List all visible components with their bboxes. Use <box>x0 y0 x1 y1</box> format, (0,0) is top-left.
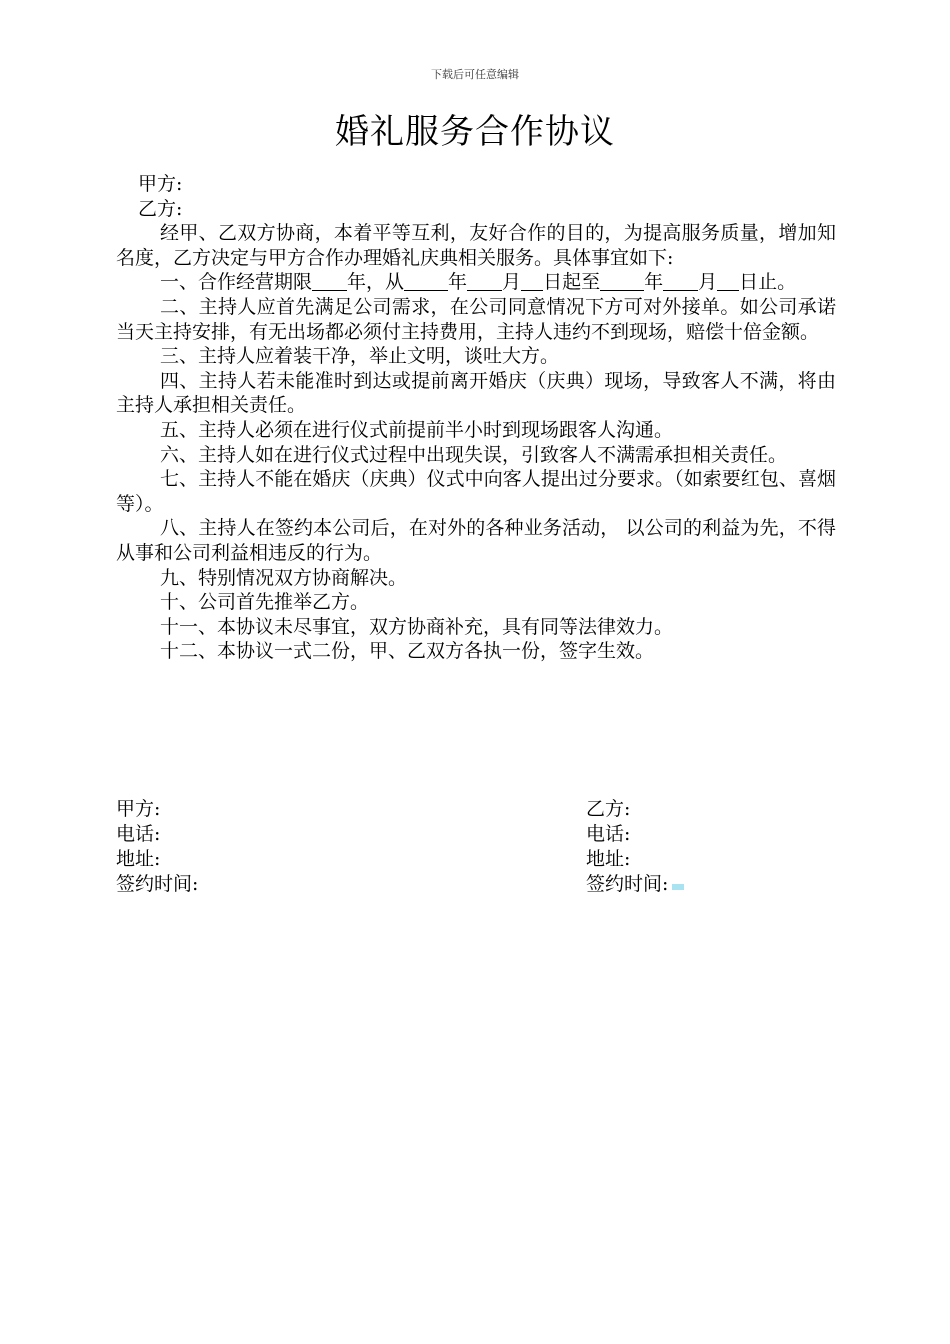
clause-9: 九、特别情况双方协商解决。 <box>160 566 408 589</box>
clause-1-year-unit: 年，从 <box>347 271 405 294</box>
end-day-blank <box>717 271 739 291</box>
clause-1-end-month: 月 <box>698 271 718 294</box>
signature-block-party-b <box>586 797 684 897</box>
sig-b-date: 签约时间: <box>586 873 669 895</box>
header-note: 下载后可任意编辑 <box>431 68 519 81</box>
clause-1 <box>116 270 836 295</box>
clause-7: 七、主持人不能在婚庆（庆典）仪式中向客人提出过分要求。（如索要红包、喜烟等）。 <box>116 468 836 515</box>
clause-2: 二、主持人应首先满足公司需求，在公司同意情况下方可对外接单。如公司承诺当天主持安排，有无出场都必须付主持费用，主持人违约不到现场，赔偿十倍金额。 <box>116 295 836 343</box>
clause-5: 五、主持人必须在进行仪式前提前半小时到现场跟客人沟通。 <box>160 418 674 441</box>
sig-a-phone: 电话: <box>116 823 161 845</box>
clause-11: 十一、本协议未尽事宜，双方协商补充，具有同等法律效力。 <box>160 615 674 638</box>
end-month-blank <box>663 271 698 291</box>
clause-1-prefix: 一、合作经营期限 <box>160 271 313 294</box>
start-day-blank <box>521 271 543 291</box>
term-years-blank <box>312 271 347 291</box>
sig-a-party: 甲方: <box>116 798 161 820</box>
document-body <box>116 172 836 664</box>
clause-1-year: 年 <box>448 271 468 294</box>
clause-1-day-end: 日止。 <box>739 271 797 294</box>
start-year-blank <box>404 271 448 291</box>
clause-1-end-year: 年 <box>644 271 664 294</box>
signature-block-party-a <box>116 797 198 897</box>
intro-paragraph: 经甲、乙双方协商，本着平等互利，友好合作的目的，为提高服务质量，增加知名度，乙方决定与甲方合作办理婚礼庆典相关服务。具体事宜如下: <box>116 222 836 269</box>
sig-b-party: 乙方: <box>586 798 631 820</box>
sig-a-address: 地址: <box>116 848 161 870</box>
document-title: 婚礼服务合作协议 <box>335 112 615 152</box>
party-a-line: 甲方: <box>138 173 183 195</box>
party-b-line: 乙方: <box>138 197 183 220</box>
clause-3: 三、主持人应着装干净，举止文明，谈吐大方。 <box>160 345 560 368</box>
sig-b-phone: 电话: <box>586 823 631 845</box>
clause-1-month: 月 <box>502 271 522 294</box>
sig-b-address: 地址: <box>586 848 631 870</box>
sig-a-date: 签约时间: <box>116 873 199 895</box>
clause-1-day-start: 日起至 <box>543 271 601 294</box>
clause-8: 八、主持人在签约本公司后，在对外的各种业务活动， 以公司的利益为先，不得从事和公司利益相违反的行为。 <box>116 517 836 564</box>
clause-4: 四、主持人若未能准时到达或提前离开婚庆（庆典）现场，导致客人不满，将由主持人承担相关责任。 <box>116 369 836 417</box>
sig-b-date-row <box>586 872 684 897</box>
clause-6: 六、主持人如在进行仪式过程中出现失误，引致客人不满需承担相关责任。 <box>160 443 788 466</box>
clause-12: 十二、本协议一式二份，甲、乙双方各执一份，签字生效。 <box>160 640 655 663</box>
start-month-blank <box>467 271 502 291</box>
clause-10: 十、公司首先推举乙方。 <box>160 591 370 614</box>
end-year-blank <box>600 271 644 291</box>
highlight-mark <box>672 884 684 890</box>
